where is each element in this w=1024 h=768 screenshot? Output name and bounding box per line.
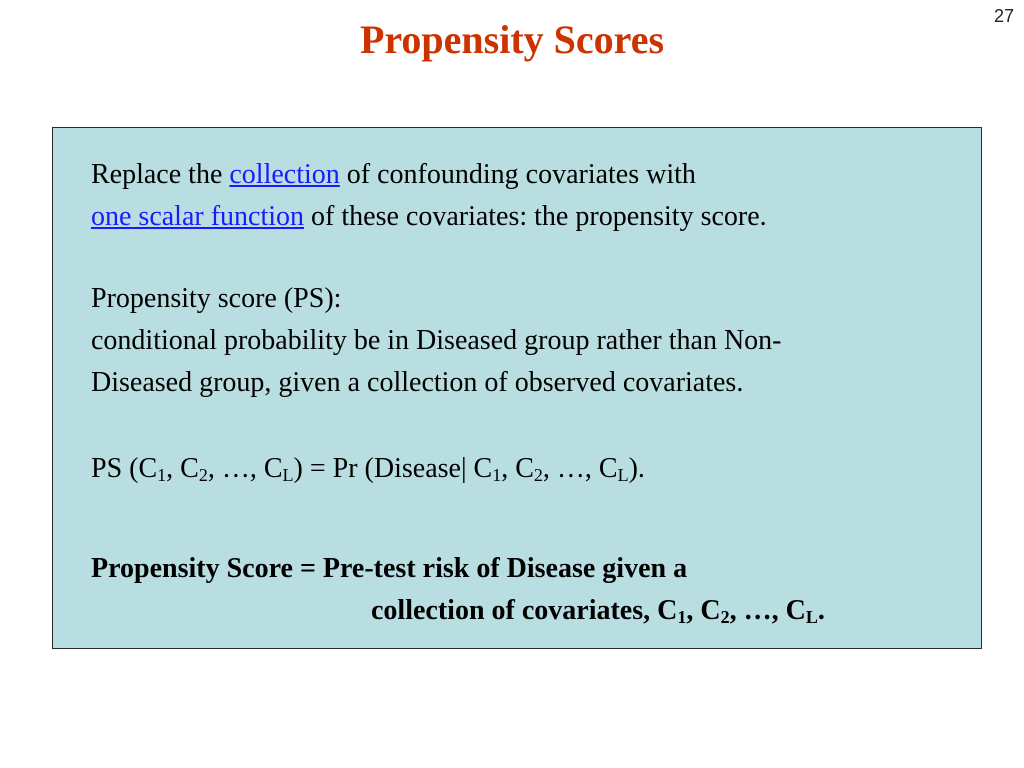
intro-paragraph bbox=[91, 154, 961, 238]
conclusion-sub-1: 1 bbox=[677, 607, 687, 627]
intro-text-2: of confounding covariates with bbox=[339, 159, 696, 190]
formula-sub-4: 1 bbox=[492, 465, 502, 485]
formula-part-g: ). bbox=[628, 453, 645, 484]
intro-text-3: of these covariates: the propensity score. bbox=[304, 201, 767, 232]
scalar-function-link[interactable]: one scalar function bbox=[91, 201, 305, 232]
formula-sub-6: L bbox=[617, 465, 629, 485]
definition-paragraph bbox=[91, 278, 961, 404]
conclusion-part-b: , C bbox=[686, 595, 721, 626]
slide-number: 27 bbox=[993, 6, 1014, 26]
conclusion-sub-3: L bbox=[805, 607, 818, 627]
formula-part-a: PS (C bbox=[91, 453, 158, 484]
collection-link[interactable]: collection bbox=[229, 159, 340, 190]
intro-text-1: Replace the bbox=[91, 159, 230, 190]
formula-part-f: , …, C bbox=[542, 453, 618, 484]
formula-sub-1: 1 bbox=[157, 465, 167, 485]
conclusion-sub-2: 2 bbox=[720, 607, 730, 627]
intro-line-2 bbox=[91, 196, 961, 238]
definition-line-2: Diseased group, given a collection of observed covariates. bbox=[91, 367, 744, 398]
formula-sub-2: 2 bbox=[198, 465, 208, 485]
formula-part-c: , …, C bbox=[207, 453, 283, 484]
formula-part-b: , C bbox=[166, 453, 199, 484]
formula-sub-3: L bbox=[282, 465, 294, 485]
conclusion-paragraph bbox=[91, 548, 961, 632]
conclusion-part-d: . bbox=[817, 595, 825, 626]
content-box bbox=[52, 127, 982, 649]
conclusion-line-2 bbox=[91, 590, 961, 632]
slide-title: Propensity Scores bbox=[359, 17, 665, 62]
conclusion-part-c: , …, C bbox=[729, 595, 806, 626]
formula-sub-5: 2 bbox=[533, 465, 543, 485]
formula-part-e: , C bbox=[501, 453, 534, 484]
definition-line-1: conditional probability be in Diseased group rather than Non- bbox=[91, 325, 782, 356]
formula-part-d: ) = Pr (Disease| C bbox=[293, 453, 493, 484]
definition-heading: Propensity score (PS): bbox=[91, 283, 342, 314]
conclusion-part-a: collection of covariates, C bbox=[371, 595, 678, 626]
ps-formula bbox=[91, 448, 961, 490]
intro-line-1 bbox=[91, 154, 961, 196]
conclusion-line-1: Propensity Score = Pre-test risk of Disease given a bbox=[91, 553, 688, 584]
